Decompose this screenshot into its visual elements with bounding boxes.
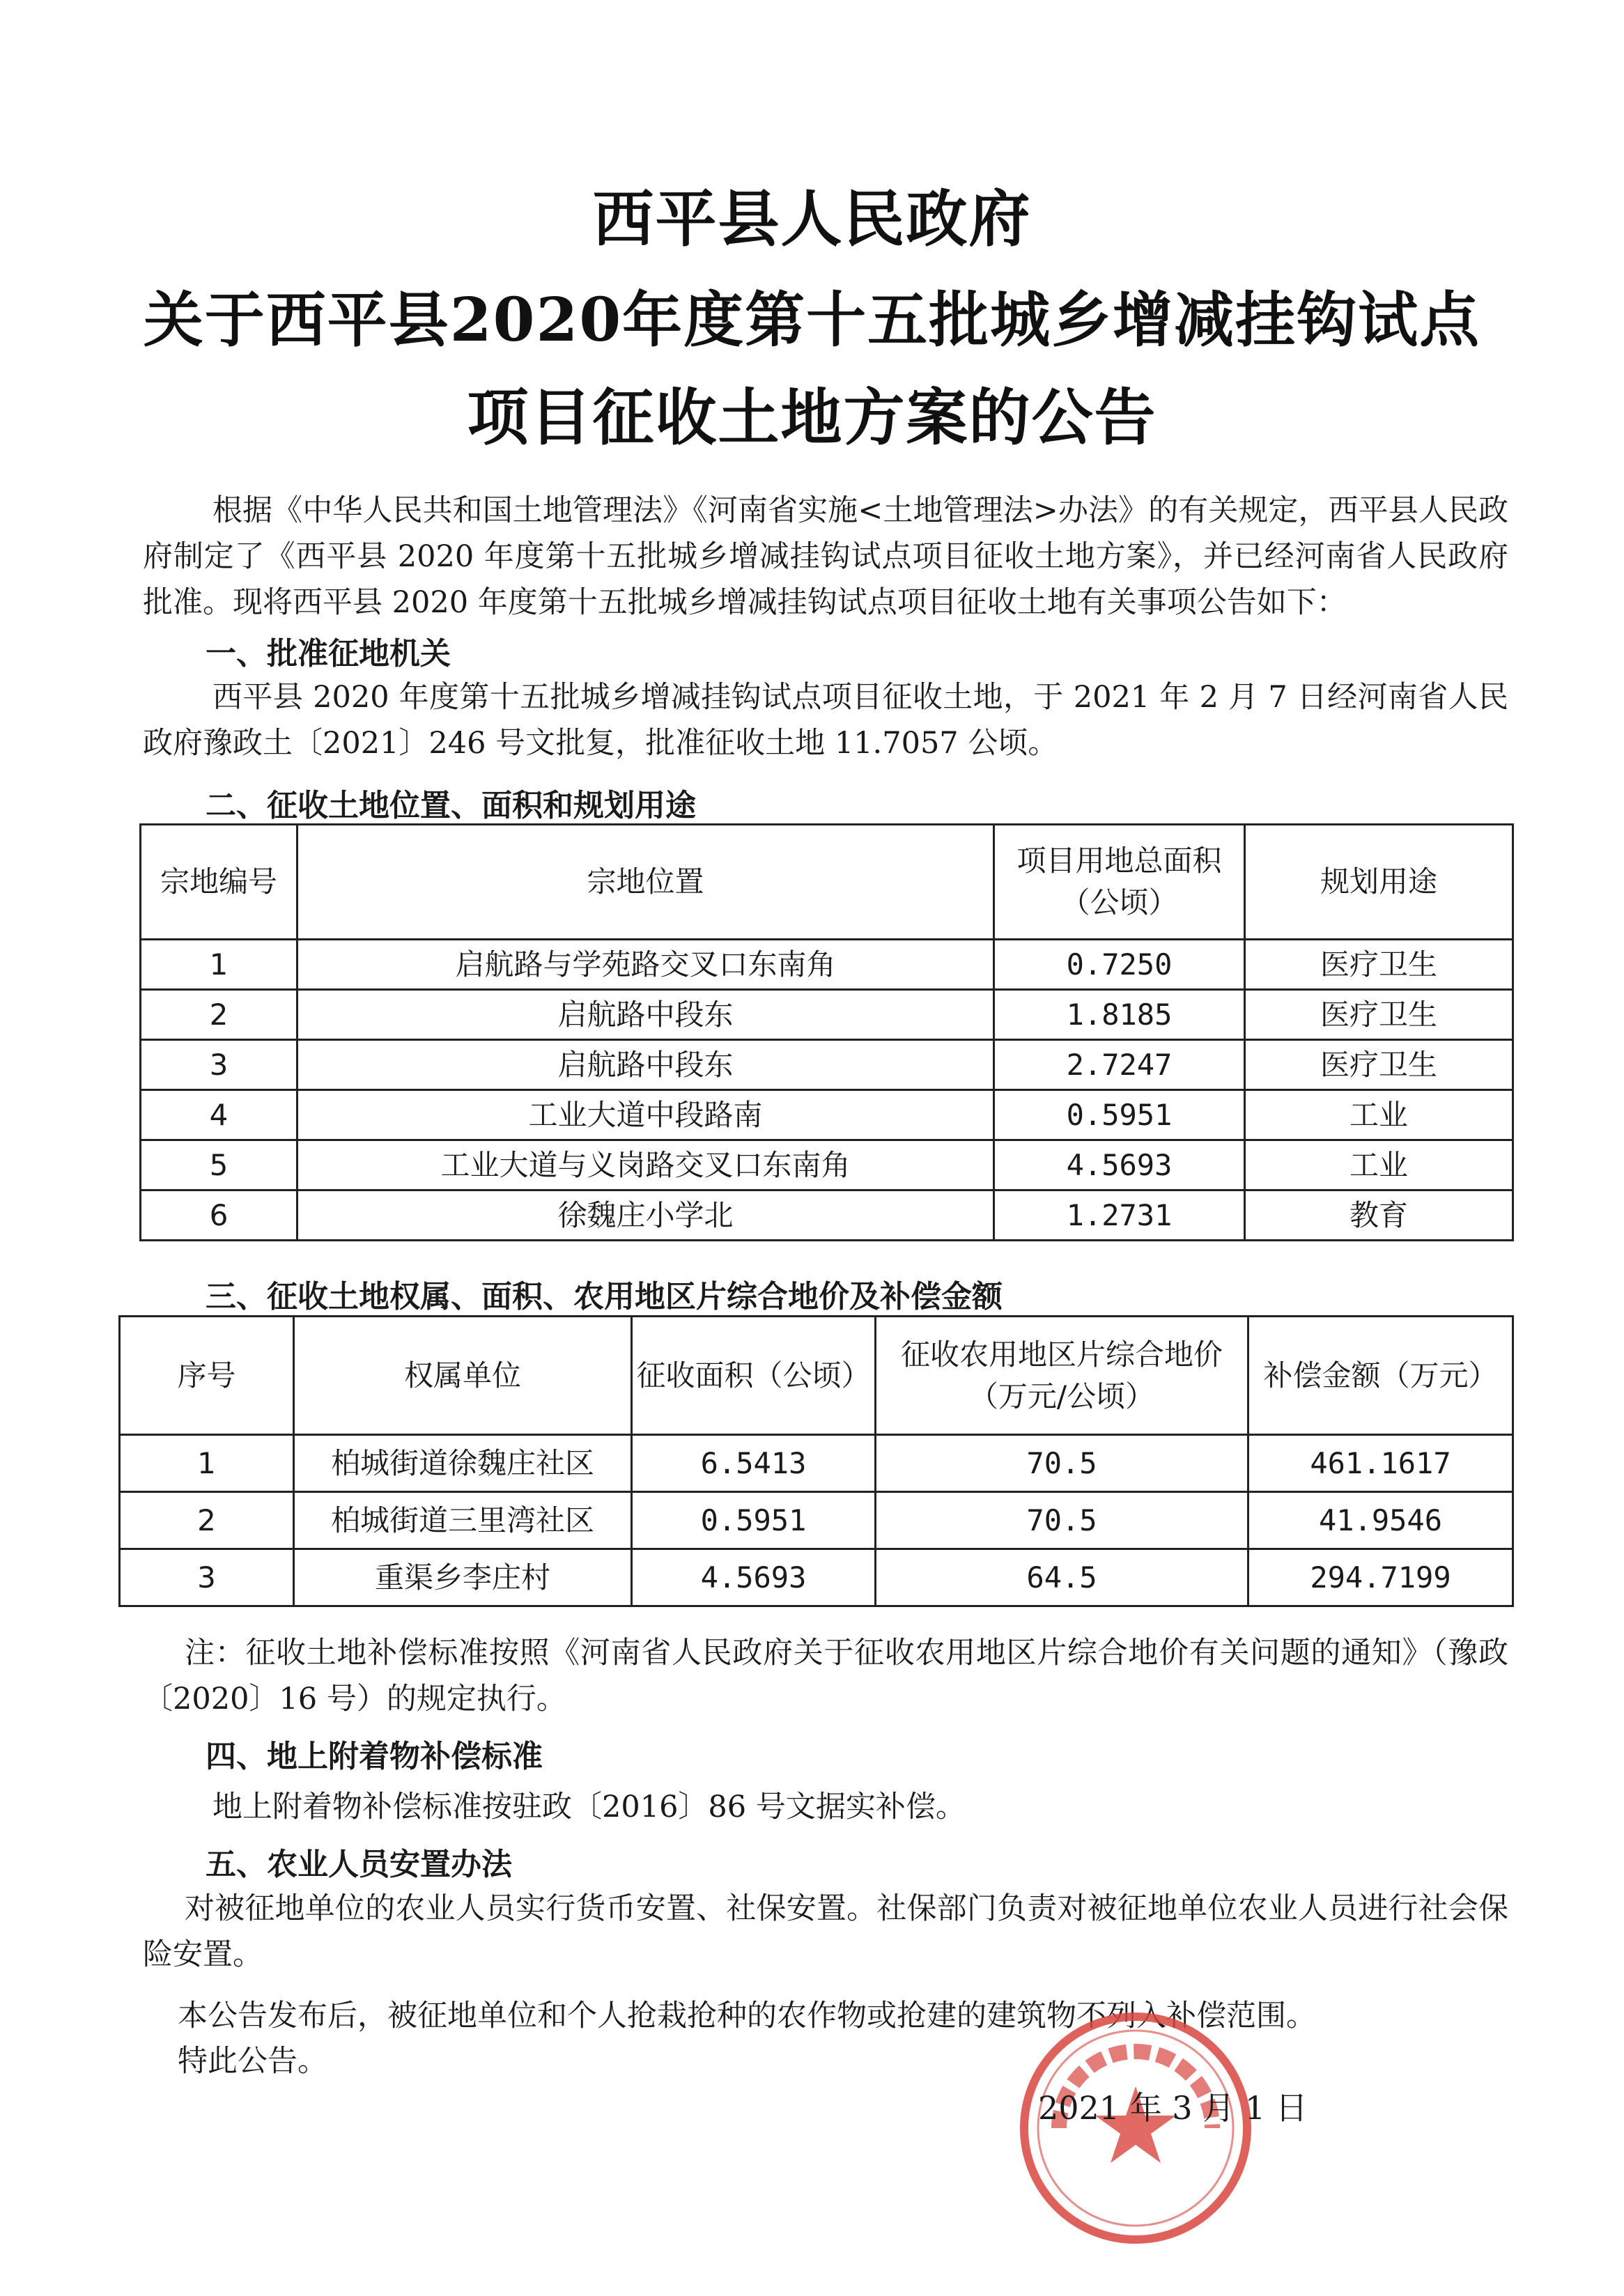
owner: 柏城街道三里湾社区 (294, 1492, 632, 1549)
parcel-no: 6 (141, 1190, 297, 1241)
header-planned-use: 规划用途 (1245, 825, 1513, 940)
owner: 柏城街道徐魏庄社区 (294, 1435, 632, 1492)
table-header-row (141, 825, 1513, 940)
acquired-area: 4.5693 (632, 1549, 876, 1606)
table-row (141, 1040, 1513, 1090)
table-row (141, 1090, 1513, 1140)
header-owner: 权属单位 (294, 1317, 632, 1435)
owner: 重渠乡李庄村 (294, 1549, 632, 1606)
seq-no: 1 (120, 1435, 294, 1492)
parcel-area: 1.8185 (994, 990, 1245, 1040)
land-location-table (139, 823, 1514, 1241)
section2-heading: 二、征收土地位置、面积和规划用途 (206, 788, 696, 823)
parcel-area: 0.5951 (994, 1090, 1245, 1140)
doc-title-line2: 关于西平县2020年度第十五批城乡增减挂钩试点 (143, 285, 1481, 355)
doc-title-line1: 西平县人民政府 (592, 183, 1032, 255)
parcel-use: 医疗卫生 (1245, 1040, 1513, 1090)
parcel-location: 工业大道与义岗路交叉口东南角 (297, 1140, 994, 1190)
parcel-use: 工业 (1245, 1090, 1513, 1140)
parcel-no: 2 (141, 990, 297, 1040)
table-row (141, 990, 1513, 1040)
parcel-location: 启航路与学苑路交叉口东南角 (297, 940, 994, 990)
compensation-table (118, 1315, 1514, 1607)
compensation-amount: 41.9546 (1248, 1492, 1513, 1549)
parcel-area: 1.2731 (994, 1190, 1245, 1241)
parcel-area: 4.5693 (994, 1140, 1245, 1190)
seq-no: 2 (120, 1492, 294, 1549)
section3-heading: 三、征收土地权属、面积、农用地区片综合地价及补偿金额 (206, 1279, 1003, 1314)
parcel-no: 1 (141, 940, 297, 990)
intro-paragraph: 根据《中华人民共和国土地管理法》《河南省实施<土地管理法>办法》的有关规定，西平县人民政府制定了《西平县 2020 年度第十五批城乡增减挂钩试点项目征收土地方案》，并已经河南省人民政府批准。现将西平县 2020 年度第十五批城乡增减挂钩试点项目征收土地有关事项公告如下： (143, 493, 1508, 620)
section5-heading: 五、农业人员安置办法 (206, 1847, 512, 1882)
header-seq-no: 序号 (120, 1317, 294, 1435)
sign-off: 特此公告。 (178, 2044, 327, 2079)
land-price: 64.5 (876, 1549, 1248, 1606)
table-row (120, 1435, 1513, 1492)
parcel-no: 4 (141, 1090, 297, 1140)
section1-body: 西平县 2020 年度第十五批城乡增减挂钩试点项目征收土地，于 2021 年 2 月 7 日经河南省人民政府豫政土〔2021〕246 号文批复，批准征收土地 11.7057 公顷。 (143, 680, 1508, 761)
land-price: 70.5 (876, 1435, 1248, 1492)
section1-heading: 一、批准征地机关 (206, 636, 451, 672)
header-location: 宗地位置 (297, 825, 994, 940)
header-land-price: 征收农用地区片综合地价（万元/公顷） (876, 1317, 1248, 1435)
header-total-area: 项目用地总面积（公顷） (994, 825, 1245, 940)
issue-date: 2021 年 3 月 1 日 (1038, 2089, 1308, 2127)
parcel-location: 工业大道中段路南 (297, 1090, 994, 1140)
parcel-no: 5 (141, 1140, 297, 1190)
table-row (141, 940, 1513, 990)
closing-paragraph: 本公告发布后，被征地单位和个人抢栽抢种的农作物或抢建的建筑物不列入补偿范围。 (178, 1999, 1316, 2033)
parcel-use: 教育 (1245, 1190, 1513, 1241)
doc-title-line3: 项目征收土地方案的公告 (467, 381, 1157, 453)
acquired-area: 6.5413 (632, 1435, 876, 1492)
table-row (141, 1190, 1513, 1241)
table-row (120, 1492, 1513, 1549)
section4-heading: 四、地上附着物补偿标准 (206, 1739, 543, 1774)
table-row (141, 1140, 1513, 1190)
compensation-amount: 294.7199 (1248, 1549, 1513, 1606)
table-header-row (120, 1317, 1513, 1435)
parcel-location: 启航路中段东 (297, 990, 994, 1040)
parcel-use: 医疗卫生 (1245, 990, 1513, 1040)
header-parcel-no: 宗地编号 (141, 825, 297, 940)
parcel-no: 3 (141, 1040, 297, 1090)
header-compensation: 补偿金额（万元） (1248, 1317, 1513, 1435)
parcel-location: 徐魏庄小学北 (297, 1190, 994, 1241)
acquired-area: 0.5951 (632, 1492, 876, 1549)
table-row (120, 1549, 1513, 1606)
parcel-area: 2.7247 (994, 1040, 1245, 1090)
parcel-location: 启航路中段东 (297, 1040, 994, 1090)
section5-body: 对被征地单位的农业人员实行货币安置、社保安置。社保部门负责对被征地单位农业人员进行社会保险安置。 (143, 1891, 1508, 1972)
seq-no: 3 (120, 1549, 294, 1606)
compensation-amount: 461.1617 (1248, 1435, 1513, 1492)
parcel-area: 0.7250 (994, 940, 1245, 990)
header-acquired-area: 征收面积（公顷） (632, 1317, 876, 1435)
parcel-use: 工业 (1245, 1140, 1513, 1190)
section3-note: 注：征收土地补偿标准按照《河南省人民政府关于征收农用地区片综合地价有关问题的通知》（豫政〔2020〕16 号）的规定执行。 (143, 1636, 1508, 1716)
parcel-use: 医疗卫生 (1245, 940, 1513, 990)
section4-body: 地上附着物补偿标准按驻政〔2016〕86 号文据实补偿。 (212, 1790, 966, 1824)
land-price: 70.5 (876, 1492, 1248, 1549)
